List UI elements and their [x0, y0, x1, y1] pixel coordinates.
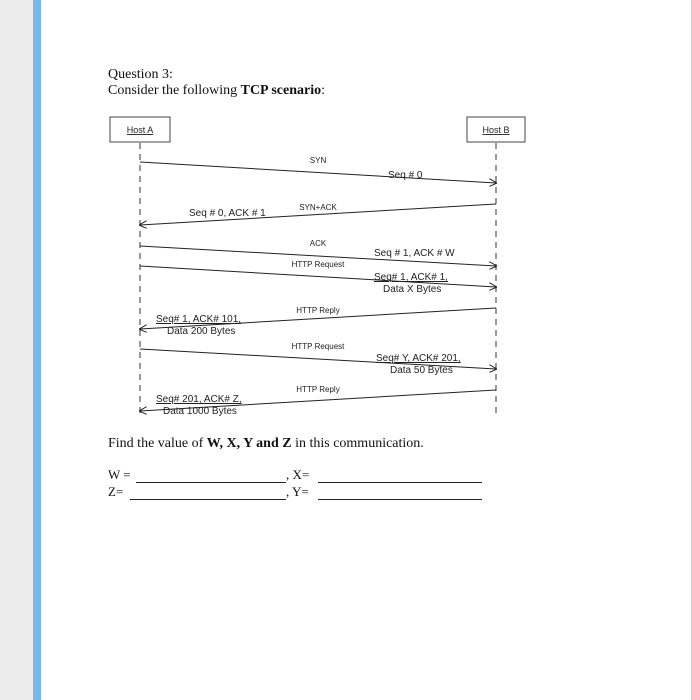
y-label: , Y= — [286, 484, 309, 499]
note-seq1-ack1-line1: Seq# 1, ACK# 1, — [374, 272, 448, 283]
w-label: W = — [108, 467, 131, 482]
note-seq1-ack1-line2: Data X Bytes — [383, 284, 442, 295]
question-title: Question 3: — [108, 67, 173, 82]
note-seq1-ackw: Seq # 1, ACK # W — [374, 248, 455, 259]
note-seq1-ack101-line1: Seq# 1, ACK# 101, — [156, 314, 242, 325]
host-a-label: Host A — [126, 125, 154, 135]
http-reply-1-label: HTTP Reply — [296, 306, 340, 315]
note-seq0: Seq # 0 — [388, 170, 423, 181]
intro-text: Consider the following — [108, 83, 241, 98]
synack-label: SYN+ACK — [299, 203, 337, 212]
host-b-label: Host B — [482, 125, 510, 135]
w-answer-field[interactable] — [136, 470, 286, 483]
note-seq201-ackz-line1: Seq# 201, ACK# Z, — [156, 394, 242, 405]
x-label: , X= — [286, 467, 310, 482]
find-prefix: Find the value of — [108, 436, 207, 451]
syn-arrow — [140, 162, 496, 183]
y-answer-field[interactable] — [318, 487, 482, 500]
intro-bold: TCP scenario — [240, 83, 322, 98]
find-instruction — [108, 436, 424, 452]
http-request-2-label: HTTP Request — [291, 342, 345, 351]
note-seqy-ack201-line1: Seq# Y, ACK# 201, — [376, 353, 461, 364]
z-label: Z= — [108, 484, 124, 499]
syn-label: SYN — [309, 156, 327, 165]
find-bold: W, X, Y and Z — [206, 436, 292, 451]
ack-label: ACK — [309, 239, 327, 248]
z-answer-field[interactable] — [130, 487, 286, 500]
http-request-1-label: HTTP Request — [291, 260, 345, 269]
note-seq1-ack101-line2: Data 200 Bytes — [167, 326, 236, 337]
x-answer-field[interactable] — [318, 470, 482, 483]
note-seq201-ackz-line2: Data 1000 Bytes — [163, 406, 237, 417]
note-seq0-ack1: Seq # 0, ACK # 1 — [189, 208, 266, 219]
intro-suffix: : — [321, 83, 325, 98]
note-seqy-ack201-line2: Data 50 Bytes — [390, 365, 453, 376]
http-reply-2-label: HTTP Reply — [296, 385, 340, 394]
find-suffix: in this communication. — [291, 436, 424, 451]
